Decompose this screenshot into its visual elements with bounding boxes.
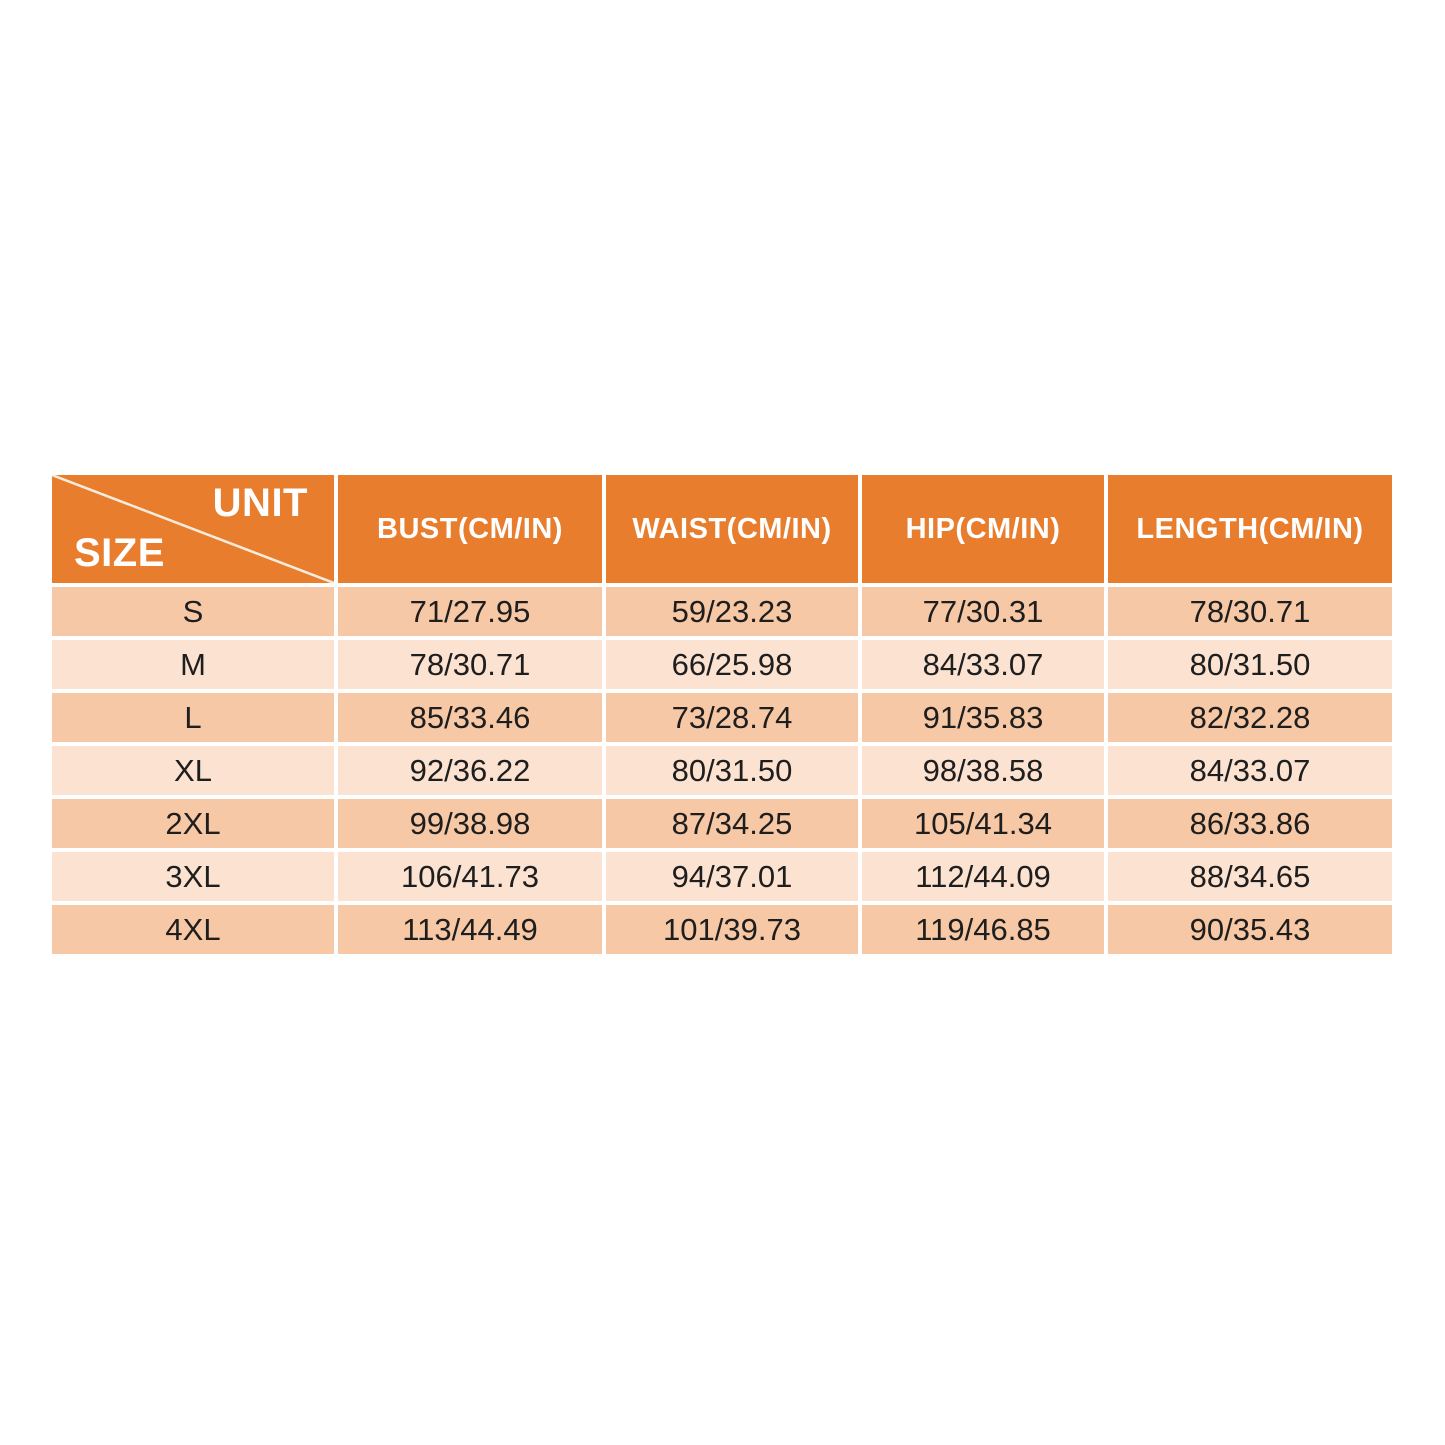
hip-cell: 119/46.85 — [862, 905, 1104, 954]
table-row-3xl — [52, 852, 1392, 901]
table-body — [52, 587, 1392, 954]
size-cell: 2XL — [52, 799, 334, 848]
size-cell: 4XL — [52, 905, 334, 954]
size-cell: 3XL — [52, 852, 334, 901]
size-cell: S — [52, 587, 334, 636]
table-row-4xl — [52, 905, 1392, 954]
waist-cell: 101/39.73 — [606, 905, 858, 954]
corner-unit-label: UNIT — [212, 481, 308, 525]
size-cell: M — [52, 640, 334, 689]
hip-cell: 98/38.58 — [862, 746, 1104, 795]
hip-cell: 112/44.09 — [862, 852, 1104, 901]
column-header-length: LENGTH(CM/IN) — [1108, 475, 1392, 583]
column-header-hip: HIP(CM/IN) — [862, 475, 1104, 583]
length-cell: 90/35.43 — [1108, 905, 1392, 954]
size-cell: L — [52, 693, 334, 742]
length-cell: 80/31.50 — [1108, 640, 1392, 689]
table-row-2xl — [52, 799, 1392, 848]
waist-cell: 87/34.25 — [606, 799, 858, 848]
corner-cell-unit-size — [52, 475, 334, 583]
table-row-m — [52, 640, 1392, 689]
hip-cell: 77/30.31 — [862, 587, 1104, 636]
length-cell: 82/32.28 — [1108, 693, 1392, 742]
hip-cell: 105/41.34 — [862, 799, 1104, 848]
bust-cell: 78/30.71 — [338, 640, 602, 689]
waist-cell: 66/25.98 — [606, 640, 858, 689]
column-header-waist: WAIST(CM/IN) — [606, 475, 858, 583]
table-row-xl — [52, 746, 1392, 795]
corner-size-label: SIZE — [74, 531, 165, 575]
bust-cell: 71/27.95 — [338, 587, 602, 636]
bust-cell: 85/33.46 — [338, 693, 602, 742]
bust-cell: 92/36.22 — [338, 746, 602, 795]
hip-cell: 84/33.07 — [862, 640, 1104, 689]
table-header — [52, 475, 1392, 583]
bust-cell: 106/41.73 — [338, 852, 602, 901]
waist-cell: 80/31.50 — [606, 746, 858, 795]
table-row-s — [52, 587, 1392, 636]
length-cell: 88/34.65 — [1108, 852, 1392, 901]
column-header-bust: BUST(CM/IN) — [338, 475, 602, 583]
header-row — [52, 475, 1392, 583]
length-cell: 84/33.07 — [1108, 746, 1392, 795]
size-cell: XL — [52, 746, 334, 795]
hip-cell: 91/35.83 — [862, 693, 1104, 742]
waist-cell: 73/28.74 — [606, 693, 858, 742]
waist-cell: 94/37.01 — [606, 852, 858, 901]
bust-cell: 99/38.98 — [338, 799, 602, 848]
bust-cell: 113/44.49 — [338, 905, 602, 954]
table-row-l — [52, 693, 1392, 742]
length-cell: 86/33.86 — [1108, 799, 1392, 848]
size-chart-table — [48, 471, 1396, 958]
length-cell: 78/30.71 — [1108, 587, 1392, 636]
waist-cell: 59/23.23 — [606, 587, 858, 636]
